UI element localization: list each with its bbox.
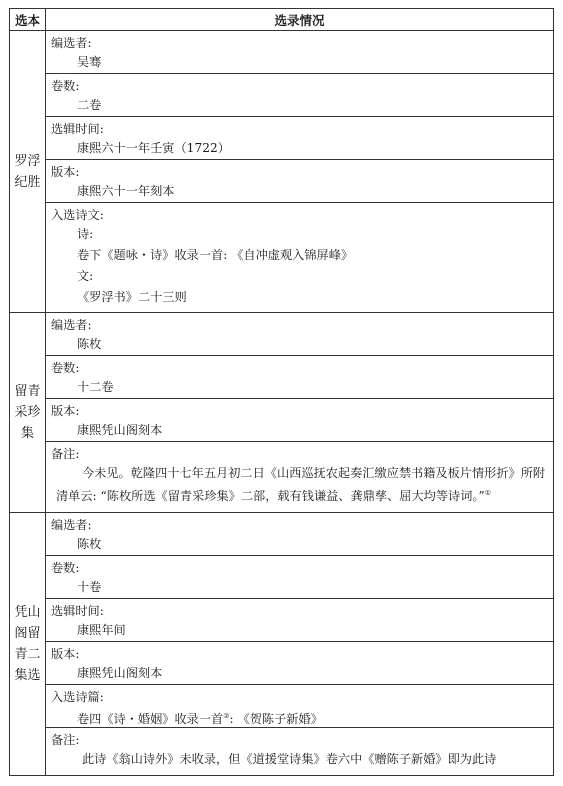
group-row (10, 313, 554, 356)
edition-label: 版本: (51, 647, 80, 662)
footnote-marker: ② (223, 712, 230, 721)
header-selection: 选本 (10, 9, 46, 31)
group-row (10, 203, 554, 313)
group-row (10, 356, 554, 399)
volumes-value: 十卷 (77, 580, 102, 595)
group-row (10, 728, 554, 776)
document-page (9, 8, 554, 776)
edition-label: 版本: (51, 404, 80, 418)
group-row (10, 399, 554, 442)
group-row (10, 74, 554, 117)
group-row (10, 31, 554, 74)
poems-block (46, 203, 553, 312)
selection-cell (10, 513, 46, 776)
note-text-container (51, 749, 553, 771)
editor-block (46, 313, 553, 355)
poems-block (46, 685, 553, 727)
time-value: 康熙年间 (77, 623, 126, 638)
poems-line: 《罗浮书》二十三则 (77, 290, 187, 304)
poems-line: 文: (77, 269, 94, 283)
footnote-marker: ① (484, 489, 491, 497)
selection-table (9, 8, 554, 776)
editor-block (46, 31, 553, 73)
editor-value: 吴骞 (77, 55, 102, 69)
editor-value: 陈枚 (77, 337, 102, 351)
time-block (46, 599, 553, 641)
selection-cell (10, 31, 46, 313)
table-header-row (10, 9, 554, 31)
poems-line (51, 706, 553, 729)
selection-name: 凭山阁留青二集选 (14, 605, 41, 684)
selection-name: 罗浮纪胜 (14, 153, 41, 190)
group-row (10, 685, 554, 728)
edition-value: 康熙凭山阁刻本 (77, 423, 163, 437)
note-block (46, 442, 553, 512)
volumes-label: 卷数: (51, 79, 80, 93)
group-row (10, 160, 554, 203)
volumes-block (46, 356, 553, 398)
selection-name: 留青采珍集 (14, 384, 41, 442)
edition-value: 康熙六十一年刻本 (77, 184, 175, 198)
note-text-container (51, 463, 553, 508)
note-text: 此诗《翁山诗外》未收录，但《道援堂诗集》卷六中《赠陈子新婚》即为此诗 (82, 752, 497, 767)
volumes-value: 二卷 (77, 98, 102, 112)
editor-label: 编选者: (51, 36, 92, 50)
edition-label: 版本: (51, 165, 80, 179)
volumes-block (46, 74, 553, 116)
poems-label: 入选诗文: (51, 208, 104, 222)
poems-line: 卷下《题咏・诗》收录一首: 《自冲虚观入锦屏峰》 (77, 248, 354, 262)
group-row (10, 556, 554, 599)
note-block (46, 728, 553, 775)
volumes-value: 十二卷 (77, 380, 114, 394)
edition-block (46, 160, 553, 202)
edition-block (46, 399, 553, 441)
time-label: 选辑时间: (51, 604, 104, 619)
editor-label: 编选者: (51, 318, 92, 332)
editor-value: 陈枚 (77, 537, 102, 552)
poems-label: 入选诗篇: (51, 690, 104, 705)
editor-block (46, 513, 553, 555)
group-row (10, 599, 554, 642)
edition-block (46, 642, 553, 684)
volumes-label: 卷数: (51, 561, 80, 576)
edition-value: 康熙凭山阁刻本 (77, 666, 163, 681)
group-row (10, 513, 554, 556)
note-text: 今未见。乾隆四十七年五月初二日《山西巡抚农起奏汇缴应禁书籍及板片情形折》所附清单云: “陈枚所选《留青采珍集》二部，载有钱谦益、龚鼎孳、屈大均等诗词。” (56, 466, 546, 504)
note-label: 备注: (51, 447, 80, 461)
selection-cell (10, 313, 46, 513)
time-value: 康熙六十一年壬寅（1722） (77, 141, 230, 155)
note-label: 备注: (51, 733, 80, 748)
header-record: 选录情况 (46, 9, 554, 31)
group-row (10, 642, 554, 685)
poems-line-suffix: : 《贺陈子新婚》 (229, 712, 323, 727)
volumes-label: 卷数: (51, 361, 80, 375)
time-label: 选辑时间: (51, 122, 104, 136)
poems-line-prefix: 卷四《诗・婚姻》收录一首 (77, 712, 224, 727)
group-row (10, 442, 554, 513)
poems-line: 诗: (77, 227, 94, 241)
group-row (10, 117, 554, 160)
volumes-block (46, 556, 553, 598)
editor-label: 编选者: (51, 518, 92, 533)
time-block (46, 117, 553, 159)
